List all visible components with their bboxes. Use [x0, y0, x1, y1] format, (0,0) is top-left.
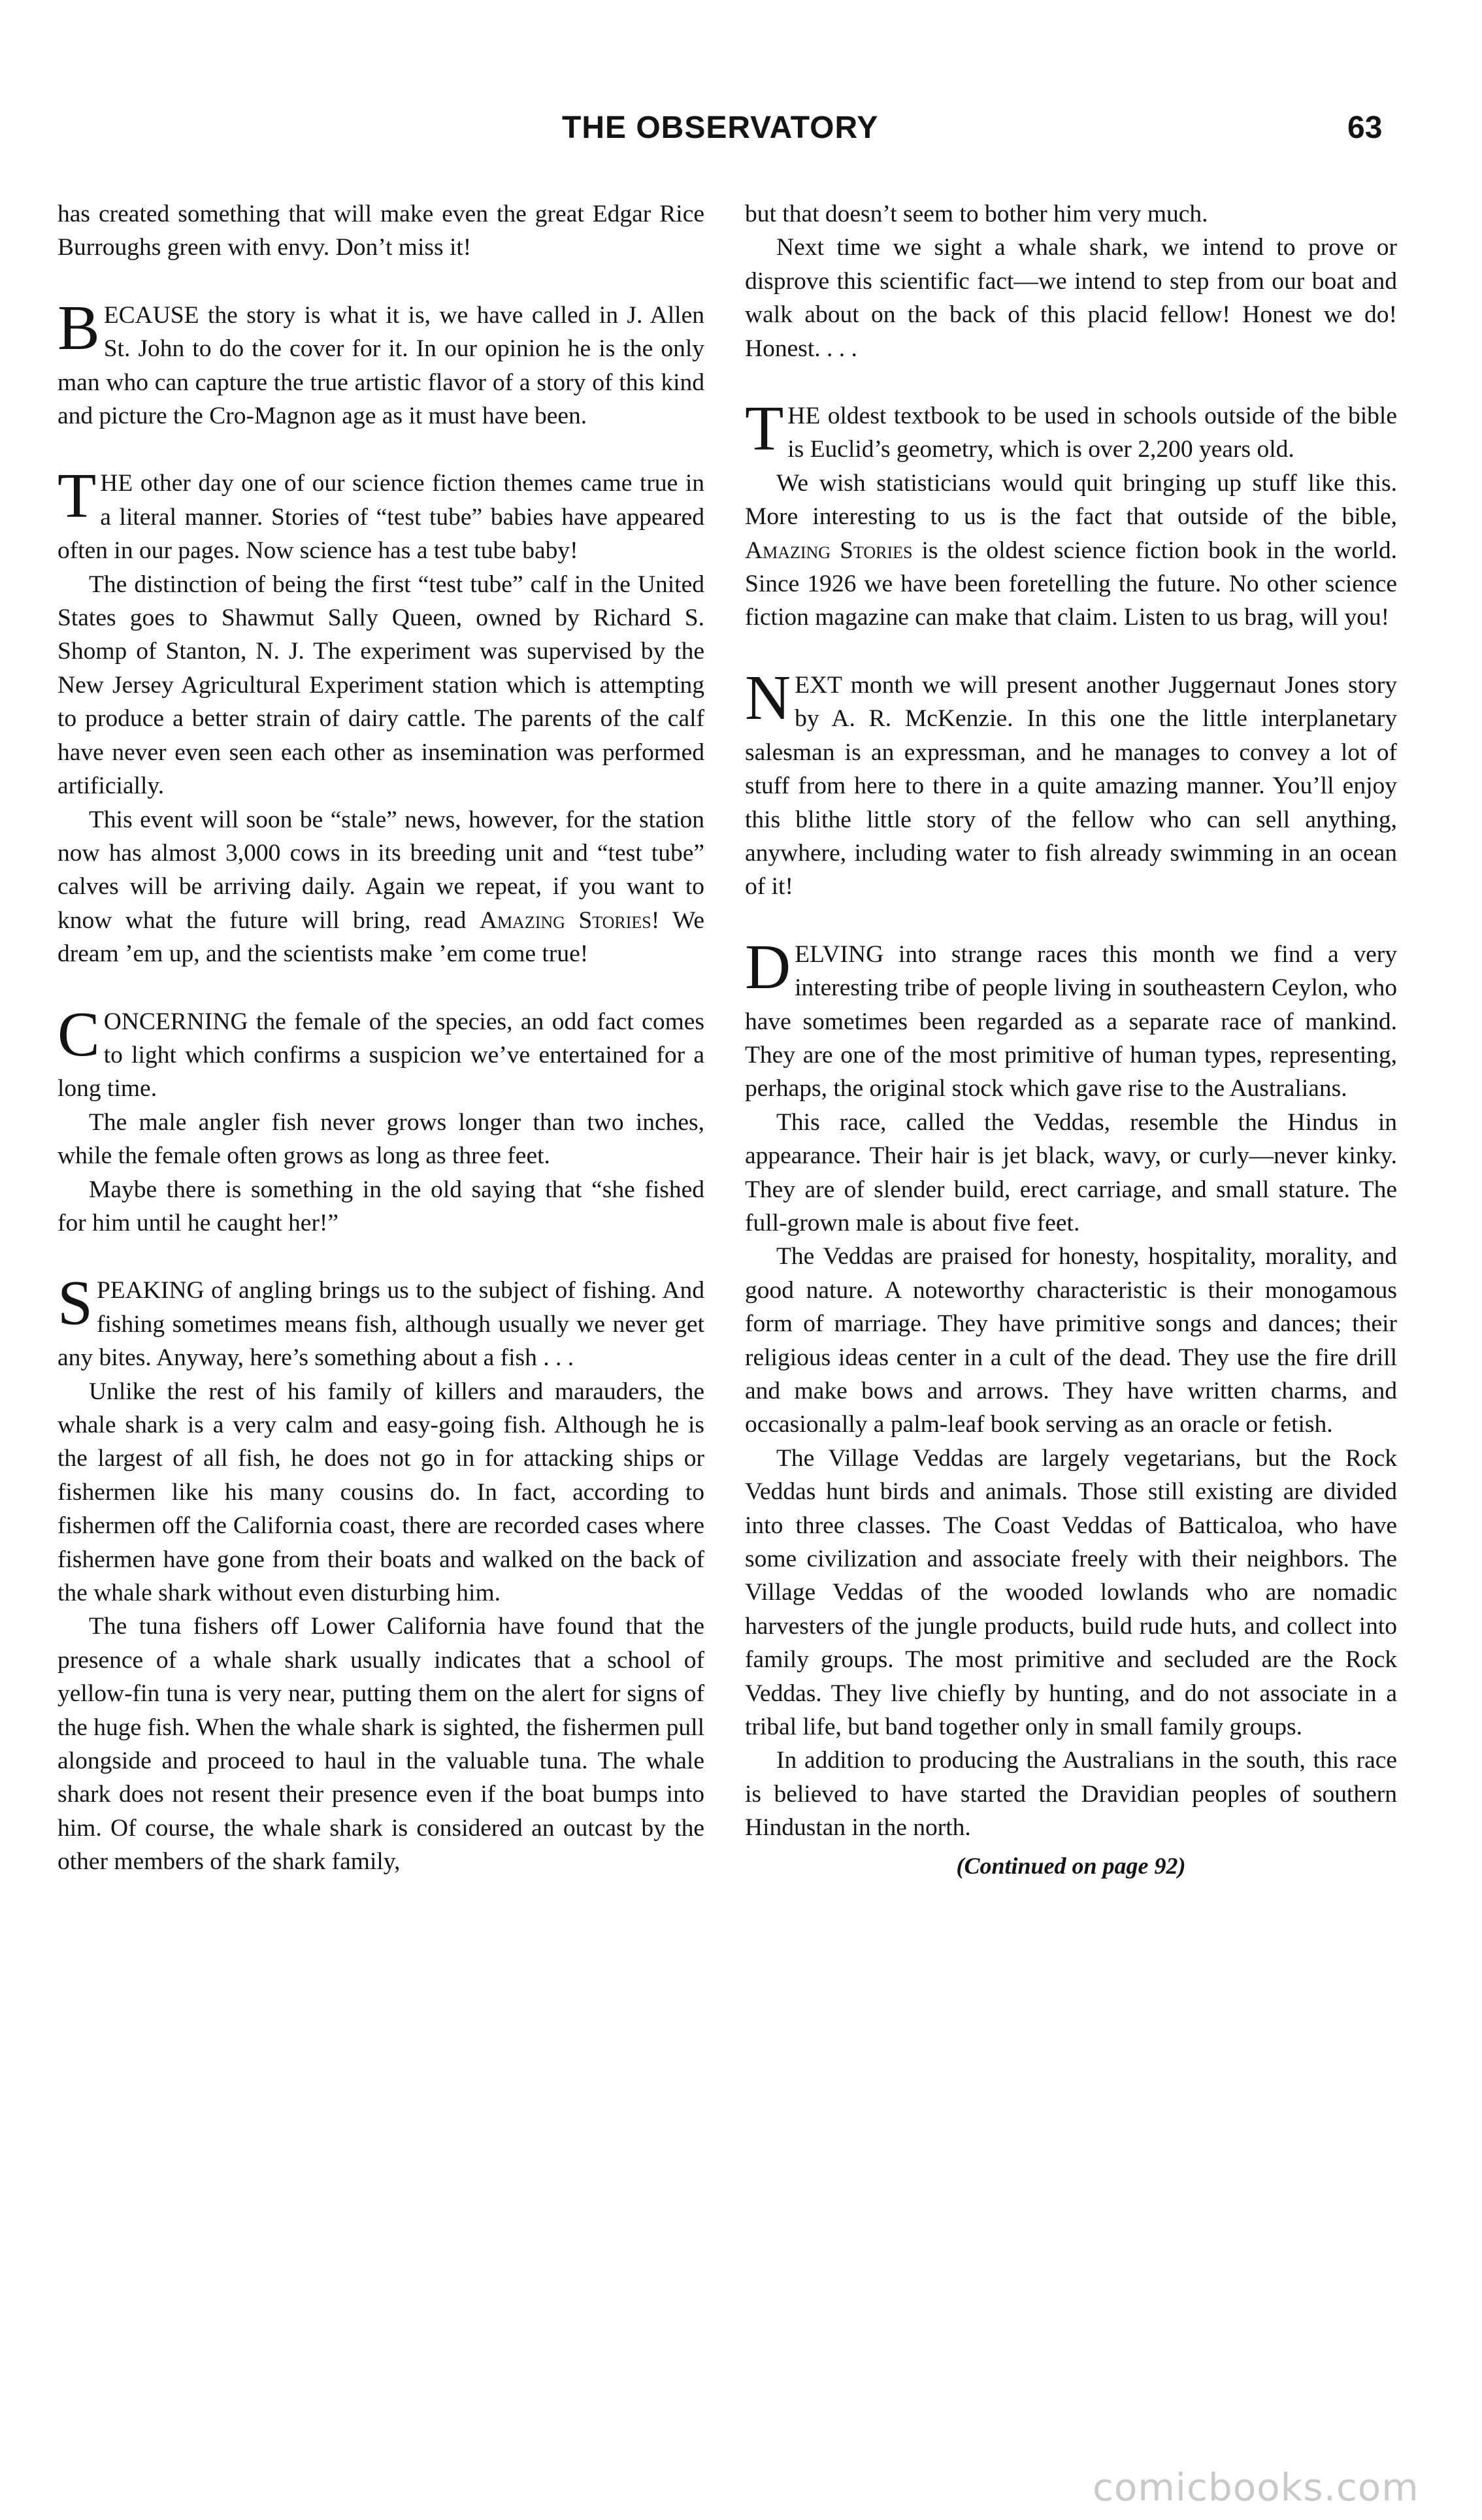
- veddas-paragraph-5: In addition to producing the Australians in the south, this race is believed to have started the Dravidian peoples of southern Hindustan in the north.: [745, 1747, 1397, 1842]
- angler-paragraph-3: Maybe there is something in the old saying that “she fished for him until he caught her!”: [58, 1176, 704, 1236]
- cover-paragraph: BECAUSE the story is what it is, we have called in J. Allen St. John to do the cover for it. In our opinion he is the only man who can capture the true artistic flavor of a story of this kind and picture the Cro-Magnon age as it must have been.: [58, 292, 704, 430]
- next-month-paragraph: NEXT month we will present another Juggernaut Jones story by A. R. McKenzie. In this one the little interplanetary salesman is an expressman, and he manages to convey a lot of stuff from here to there in a quite amazing manner. You’ll enjoy this blithe little story of the fellow who can sell anything, anywhere, including water to fish already swimming in an ocean of it!: [745, 662, 1397, 901]
- drop-cap: B: [58, 292, 100, 363]
- whale-continued-paragraph-1: but that doesn’t seem to bother him very much.: [745, 201, 1208, 227]
- textbook-paragraph-1: THE oldest textbook to be used in schools outside of the bible is Euclid’s geometry, which is over 2,200 years old.: [745, 393, 1397, 464]
- watermark: comicbooks.com: [1093, 2465, 1419, 2510]
- left-column: [58, 197, 704, 1879]
- testtube-paragraph-1: THE other day one of our science fiction themes came true in a literal manner. Stories of “test tube” babies have appeared often in our pages. Now science has a test tube baby!: [58, 461, 704, 565]
- testtube-paragraph-3: This event will soon be “stale” news, however, for the station now has almost 3,000 cows in its breeding unit and “test tube” calves will be arriving daily. Again we repeat, if you want to know what the future will bring, read Amazing Stories! We dream ’em up, and the scientists make ’em come true!: [58, 806, 704, 968]
- magazine-name: Amazing Stories: [479, 906, 651, 934]
- angler-paragraph-1: CONCERNING the female of the species, an odd fact comes to light which confirms a suspicion we’ve entertained for a long time.: [58, 999, 704, 1102]
- magazine-name: Amazing Stories: [745, 537, 913, 564]
- veddas-paragraph-4: The Village Veddas are largely vegetarians, but the Rock Veddas hunt birds and animals. Those still existing are divided into three classes. The Coast Veddas of Batticaloa, who have some civilization and associate freely with their neighbors. The Village Veddas of the wooded lowlands who are nomadic harvesters of the jungle products, build rude huts, and collect into family groups. The most primitive and secluded are the Rock Veddas. They live chiefly by hunting, and do not associate in a tribal life, but band together only in small family groups.: [745, 1444, 1397, 1741]
- drop-cap: N: [745, 662, 791, 733]
- page-number: 63: [1347, 110, 1383, 145]
- testtube-paragraph-2: The distinction of being the first “test tube” calf in the United States goes to Shawmut Sally Queen, owned by Richard S. Shomp of Stanton, N. J. The experiment was supervised by the New Jersey Agricultural Experiment station which is attempting to produce a better strain of dairy cattle. The parents of the calf have never even seen each other as insemination was performed artificially.: [58, 571, 704, 800]
- drop-cap: T: [58, 461, 97, 531]
- right-column: [745, 197, 1397, 1883]
- drop-cap: S: [58, 1268, 93, 1338]
- drop-cap: C: [58, 999, 100, 1069]
- whale-paragraph-1: SPEAKING of angling brings us to the subject of fishing. And fishing sometimes means fish, although usually we never get any bites. Anyway, here’s something about a fish . . .: [58, 1268, 704, 1372]
- drop-cap: D: [745, 931, 791, 1002]
- angler-paragraph-2: The male angler fish never grows longer than two inches, while the female often grows as long as three feet.: [58, 1108, 704, 1170]
- intro-paragraph: has created something that will make even the great Edgar Rice Burroughs green with envy. Don’t miss it!: [58, 201, 704, 261]
- veddas-paragraph-1: DELVING into strange races this month we find a very interesting tribe of people living in southeastern Ceylon, who have sometimes been regarded as a separate race of mankind. They are one of the most primitive of human types, representing, perhaps, the original stock which gave rise to the Australians.: [745, 931, 1397, 1102]
- whale-paragraph-2: Unlike the rest of his family of killers and marauders, the whale shark is a very calm and easy-going fish. Although he is the largest of all fish, he does not go in for attacking ships or fishermen like his many cousins do. In fact, according to fishermen off the California coast, there are recorded cases where fishermen have gone from their boats and walked on the back of the whale shark without even disturbing him.: [58, 1378, 704, 1607]
- textbook-paragraph-2: We wish statisticians would quit bringing up stuff like this. More interesting to us is the fact that outside of the bible, Amazing Stories is the oldest science fiction book in the world. Since 1926 we have been foretelling the future. No other science fiction magazine can make that claim. Listen to us brag, will you!: [745, 469, 1397, 631]
- whale-paragraph-3: The tuna fishers off Lower California have found that the presence of a whale shark usually indicates that a school of yellow-fin tuna is very near, putting them on the alert for signs of the huge fish. When the whale shark is sighted, the fishermen pull alongside and proceed to haul in the valuable tuna. The whale shark does not resent their presence even if the boat bumps into him. Of course, the whale shark is considered an outcast by the other members of the shark family,: [58, 1613, 704, 1876]
- continued-note: (Continued on page 92): [956, 1852, 1186, 1879]
- page-title: THE OBSERVATORY: [562, 110, 879, 145]
- veddas-paragraph-2: This race, called the Veddas, resemble the Hindus in appearance. Their hair is jet black, wavy, or curly—never kinky. They are of slender build, erect carriage, and small stature. The full-grown male is about five feet.: [745, 1108, 1397, 1236]
- drop-cap: T: [745, 393, 784, 464]
- whale-continued-paragraph-2: Next time we sight a whale shark, we intend to prove or disprove this scientific fact—we intend to step from our boat and walk about on the back of this placid fellow! Honest we do! Honest. . . .: [745, 234, 1397, 362]
- veddas-paragraph-3: The Veddas are praised for honesty, hospitality, morality, and good nature. A noteworthy characteristic is their monogamous form of marriage. They have primitive songs and dances; their religious ideas center in a cult of the dead. They use the fire drill and make bows and arrows. They have written charms, and occasionally a palm-leaf book serving as an oracle or fetish.: [745, 1243, 1397, 1438]
